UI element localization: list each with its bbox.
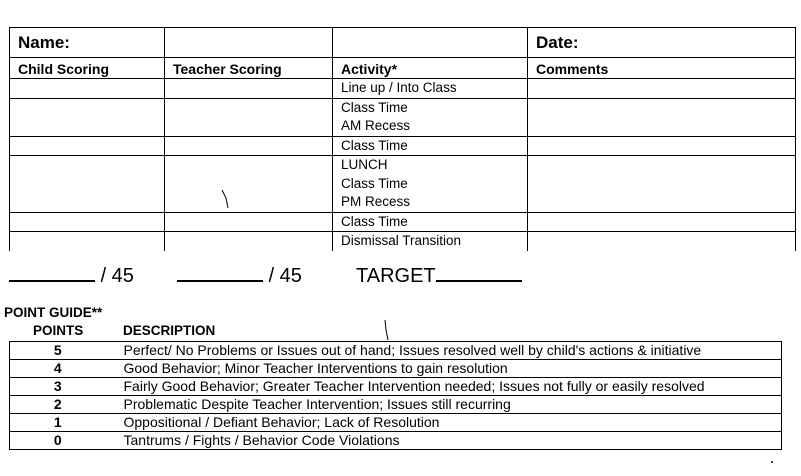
- teacher-total-label: / 45: [268, 265, 302, 287]
- activity-cell: [333, 98, 528, 136]
- scoring-table: [9, 27, 796, 251]
- teacher-score-cell[interactable]: [165, 232, 333, 252]
- activity-row: [10, 136, 796, 156]
- teacher-score-cell[interactable]: [165, 212, 333, 232]
- point-guide-table: [9, 341, 782, 450]
- points-header: POINTS: [33, 323, 84, 338]
- teacher-total-blank[interactable]: [177, 262, 263, 282]
- teacher-score-cell[interactable]: [165, 136, 333, 156]
- activity-cell: [333, 212, 528, 232]
- point-description: Fairly Good Behavior; Greater Teacher Intervention needed; Issues not fully or easily resolved: [106, 378, 782, 396]
- name-field-extension[interactable]: [333, 28, 528, 58]
- activity-header: Activity*: [333, 58, 528, 79]
- teacher-score-cell[interactable]: [165, 156, 333, 213]
- point-value: 2: [10, 396, 106, 414]
- name-date-row: [10, 28, 796, 58]
- child-score-cell[interactable]: [10, 156, 165, 213]
- name-field[interactable]: [165, 28, 333, 58]
- comments-cell[interactable]: [528, 212, 796, 232]
- activity-cell: [333, 136, 528, 156]
- point-description: Perfect/ No Problems or Issues out of hand; Issues resolved well by child's actions & initiative: [106, 342, 782, 360]
- target-blank[interactable]: [436, 262, 522, 282]
- activity-row: [10, 232, 796, 252]
- teacher-score-cell[interactable]: [165, 98, 333, 136]
- point-value: 1: [10, 414, 106, 432]
- child-total: [9, 262, 134, 288]
- teacher-score-cell[interactable]: [165, 79, 333, 99]
- point-description: Oppositional / Defiant Behavior; Lack of Resolution: [106, 414, 782, 432]
- child-total-blank[interactable]: [9, 262, 95, 282]
- point-guide-title: POINT GUIDE**: [4, 305, 103, 320]
- teacher-scoring-header: Teacher Scoring: [165, 58, 333, 79]
- child-score-cell[interactable]: [10, 232, 165, 252]
- target: [356, 262, 522, 288]
- activity-label: LUNCH: [341, 157, 388, 172]
- point-guide-row: [10, 378, 782, 396]
- activity-label: Class Time: [341, 137, 408, 153]
- comments-cell[interactable]: [528, 232, 796, 252]
- child-scoring-header: Child Scoring: [10, 58, 165, 79]
- target-label: TARGET: [356, 265, 436, 287]
- comments-cell[interactable]: [528, 79, 796, 99]
- child-score-cell[interactable]: [10, 98, 165, 136]
- activity-row: [10, 156, 796, 213]
- date-label: Date:: [528, 28, 796, 58]
- activity-row: [10, 98, 796, 136]
- point-guide-row: [10, 342, 782, 360]
- dot-mark: [770, 460, 774, 464]
- point-value: 3: [10, 378, 106, 396]
- activity-label: Dismissal Transition: [341, 233, 462, 248]
- child-total-label: / 45: [100, 265, 134, 287]
- comments-header: Comments: [528, 58, 796, 79]
- activity-label: AM Recess: [341, 118, 411, 133]
- pen-mark: [220, 188, 232, 212]
- activity-label: Class Time: [341, 175, 408, 191]
- comments-cell[interactable]: [528, 156, 796, 213]
- pen-mark: [382, 318, 392, 344]
- point-guide-row: [10, 432, 782, 450]
- activity-cell: [333, 156, 528, 213]
- child-score-cell[interactable]: [10, 212, 165, 232]
- description-header: DESCRIPTION: [123, 323, 216, 338]
- activity-cell: [333, 232, 528, 252]
- activity-label: Class Time: [341, 213, 408, 229]
- activity-label: Line up / Into Class: [341, 80, 457, 95]
- teacher-total: [177, 262, 302, 288]
- comments-cell[interactable]: [528, 136, 796, 156]
- column-header-row: [10, 58, 796, 79]
- point-value: 5: [10, 342, 106, 360]
- point-value: 0: [10, 432, 106, 450]
- point-guide-row: [10, 396, 782, 414]
- child-score-cell[interactable]: [10, 79, 165, 99]
- child-score-cell[interactable]: [10, 136, 165, 156]
- activity-label: PM Recess: [341, 194, 411, 209]
- activity-label: Class Time: [341, 99, 408, 115]
- comments-cell[interactable]: [528, 98, 796, 136]
- activity-row: [10, 212, 796, 232]
- activity-row: [10, 79, 796, 99]
- name-label: Name:: [10, 28, 165, 58]
- point-value: 4: [10, 360, 106, 378]
- point-description: Tantrums / Fights / Behavior Code Violations: [106, 432, 782, 450]
- point-description: Good Behavior; Minor Teacher Interventions to gain resolution: [106, 360, 782, 378]
- point-description: Problematic Despite Teacher Intervention; Issues still recurring: [106, 396, 782, 414]
- activity-cell: [333, 79, 528, 99]
- point-guide-row: [10, 360, 782, 378]
- point-guide-row: [10, 414, 782, 432]
